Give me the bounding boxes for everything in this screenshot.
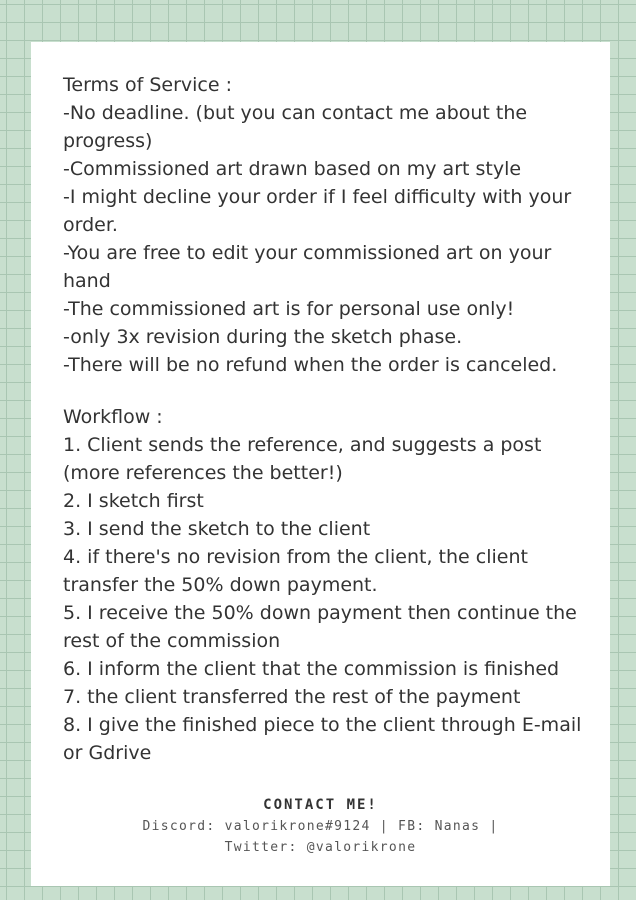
- contact-section: [31, 794, 610, 858]
- terms-of-service-title: Terms of Service :: [63, 74, 233, 96]
- contact-info: Discord: valorikrone#9124 | FB: Nanas | Twitter: @valorikrone: [142, 819, 499, 855]
- workflow-step: 3. I send the sketch to the client: [63, 518, 371, 540]
- workflow-title: Workflow :: [63, 406, 163, 428]
- terms-of-service-section: [63, 71, 590, 379]
- tos-item: -There will be no refund when the order is canceled.: [63, 354, 558, 376]
- workflow-step: 8. I give the finished piece to the client through E-mail or Gdrive: [63, 714, 582, 764]
- workflow-step: 5. I receive the 50% down payment then continue the rest of the commission: [63, 602, 577, 652]
- tos-item: -The commissioned art is for personal use only!: [63, 298, 515, 320]
- workflow-step: 6. I inform the client that the commission is finished: [63, 658, 560, 680]
- workflow-step: 1. Client sends the reference, and suggests a post (more references the better!): [63, 434, 542, 484]
- document-card: [31, 42, 610, 886]
- tos-item: -You are free to edit your commissioned art on your hand: [63, 242, 552, 292]
- workflow-section: [63, 403, 590, 767]
- tos-item: -No deadline. (but you can contact me about the progress): [63, 102, 528, 152]
- workflow-step: 4. if there's no revision from the client, the client transfer the 50% down payment.: [63, 546, 528, 596]
- tos-item: -I might decline your order if I feel difficulty with your order.: [63, 186, 572, 236]
- workflow-step: 7. the client transferred the rest of the payment: [63, 686, 521, 708]
- section-divider-space: [63, 379, 590, 403]
- tos-item: -Commissioned art drawn based on my art style: [63, 158, 522, 180]
- workflow-step: 2. I sketch first: [63, 490, 204, 512]
- tos-item: -only 3x revision during the sketch phase.: [63, 326, 463, 348]
- contact-title: CONTACT ME!: [263, 797, 378, 813]
